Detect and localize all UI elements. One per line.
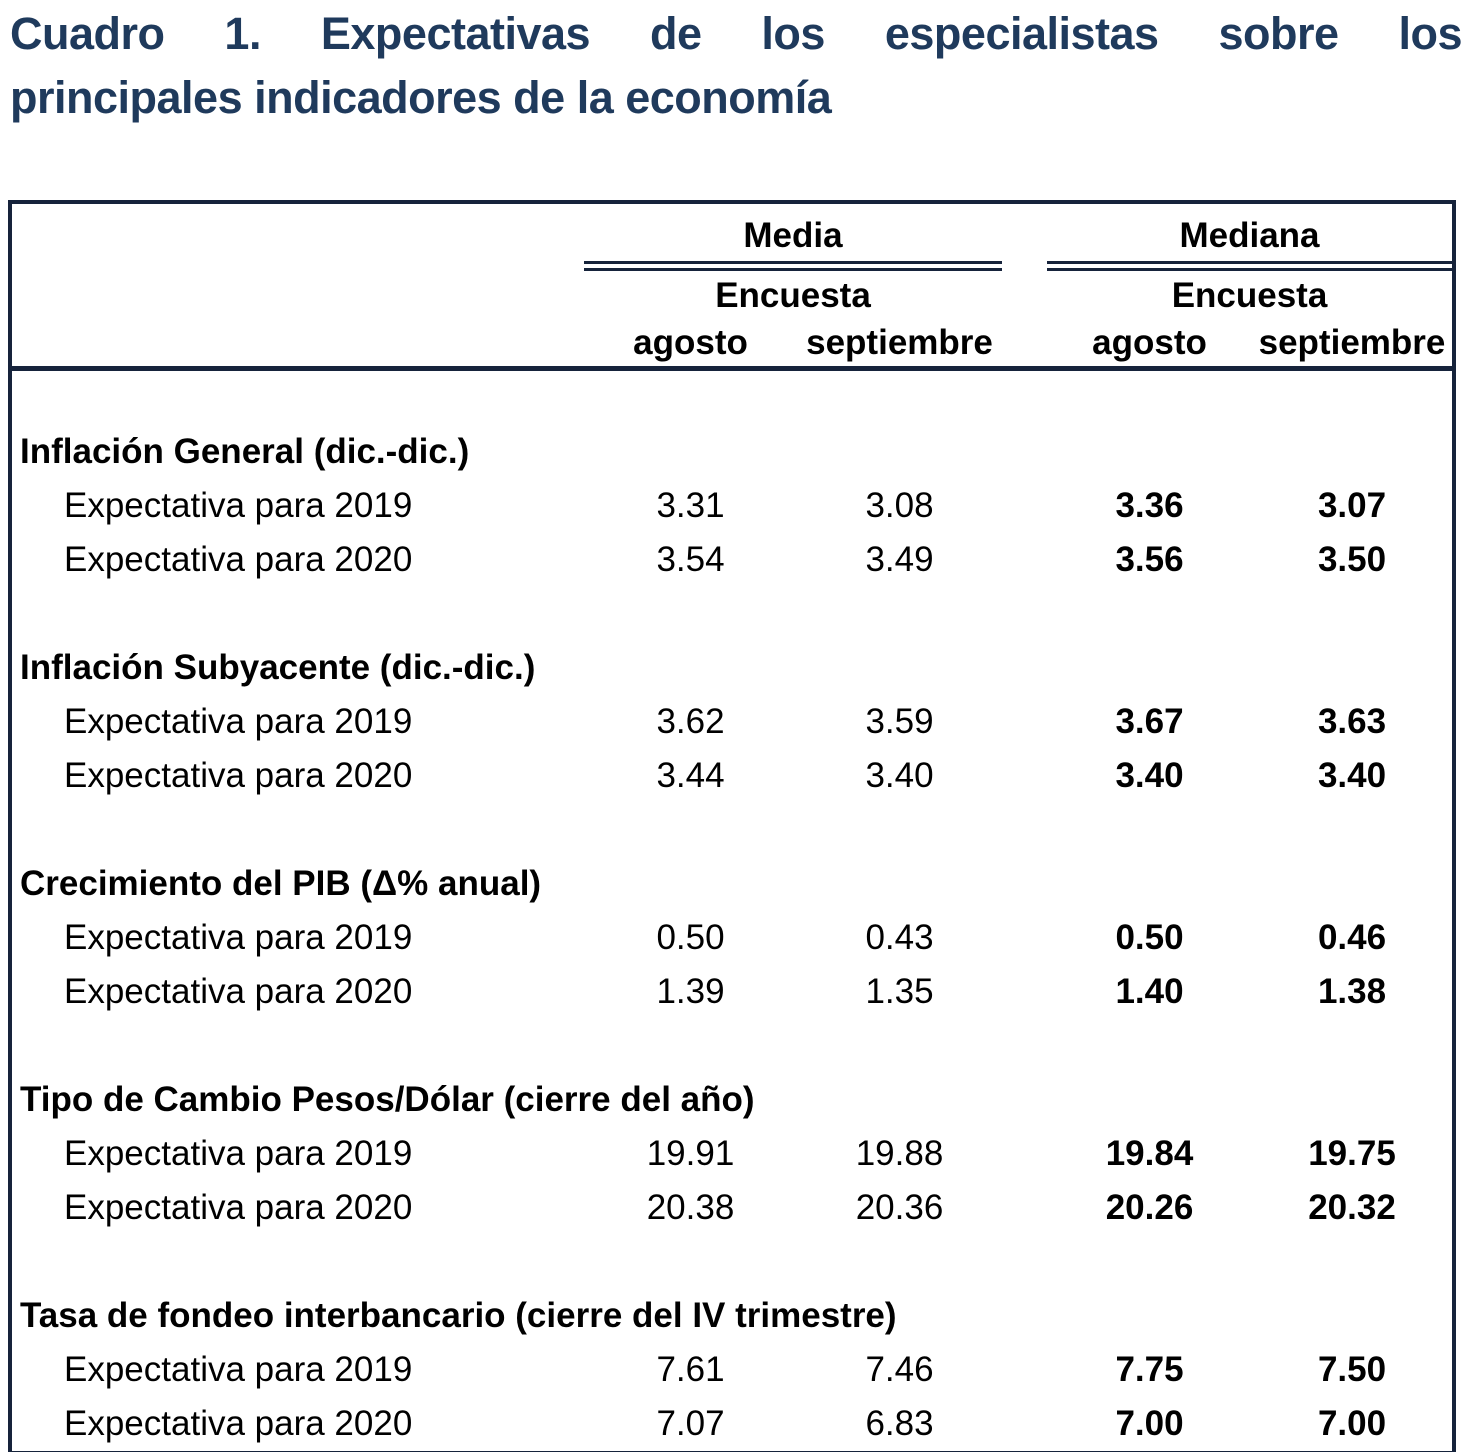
value-mediana-septiembre: 7.50 bbox=[1317, 1350, 1387, 1389]
row-label: Expectativa para 2020 bbox=[64, 972, 413, 1011]
value-mediana-septiembre: 3.07 bbox=[1317, 486, 1387, 525]
row-label: Expectativa para 2020 bbox=[64, 1188, 413, 1227]
value-mediana-septiembre: 1.38 bbox=[1317, 972, 1387, 1011]
value-mediana-agosto: 3.56 bbox=[1115, 540, 1184, 579]
row-label: Expectativa para 2020 bbox=[64, 540, 413, 579]
value-mediana-agosto: 3.67 bbox=[1115, 702, 1184, 741]
section-spacer bbox=[12, 371, 1452, 425]
value-media-septiembre: 3.08 bbox=[865, 486, 934, 525]
section-header-row bbox=[12, 1289, 1452, 1343]
section-spacer bbox=[12, 587, 1452, 641]
value-mediana-septiembre: 3.63 bbox=[1317, 702, 1387, 741]
value-media-septiembre: 3.40 bbox=[865, 756, 934, 795]
section-spacer bbox=[12, 803, 1452, 857]
table-body bbox=[12, 371, 1452, 1451]
value-mediana-agosto: 1.40 bbox=[1115, 972, 1184, 1011]
value-mediana-agosto: 7.00 bbox=[1115, 1404, 1184, 1443]
column-header-media-septiembre: septiembre bbox=[806, 323, 993, 362]
value-media-agosto: 3.31 bbox=[656, 486, 725, 525]
table-row bbox=[12, 1181, 1452, 1235]
page-title bbox=[10, 2, 1462, 130]
mediana-double-rule bbox=[1047, 261, 1452, 271]
section-header-row bbox=[12, 857, 1452, 911]
value-media-septiembre: 3.59 bbox=[865, 702, 934, 741]
value-media-agosto: 1.39 bbox=[656, 972, 725, 1011]
row-label: Expectativa para 2019 bbox=[64, 1134, 413, 1173]
section-spacer bbox=[12, 1019, 1452, 1073]
table-row bbox=[12, 1127, 1452, 1181]
value-media-septiembre: 7.46 bbox=[865, 1350, 934, 1389]
value-media-agosto: 3.44 bbox=[656, 756, 725, 795]
page-title-line1: Cuadro 1. Expectativas de los especialistas sobre los bbox=[10, 8, 1462, 59]
value-media-septiembre: 3.49 bbox=[865, 540, 934, 579]
row-label: Expectativa para 2019 bbox=[64, 486, 413, 525]
column-header-mediana-septiembre: septiembre bbox=[1258, 323, 1446, 362]
section-header-row bbox=[12, 641, 1452, 695]
row-label: Expectativa para 2019 bbox=[64, 1350, 413, 1389]
value-mediana-septiembre: 3.40 bbox=[1317, 756, 1387, 795]
value-mediana-agosto: 3.36 bbox=[1115, 486, 1184, 525]
table-row bbox=[12, 965, 1452, 1019]
table-row bbox=[12, 695, 1452, 749]
value-media-agosto: 3.54 bbox=[656, 540, 725, 579]
row-label: Expectativa para 2019 bbox=[64, 918, 413, 957]
value-media-septiembre: 6.83 bbox=[865, 1404, 934, 1443]
table-row bbox=[12, 533, 1452, 587]
column-header-media-agosto: agosto bbox=[633, 323, 748, 362]
value-media-agosto: 20.38 bbox=[646, 1188, 735, 1227]
section-header: Tipo de Cambio Pesos/Dólar (cierre del año) bbox=[20, 1080, 755, 1119]
value-media-septiembre: 19.88 bbox=[855, 1134, 944, 1173]
column-header-mediana-agosto: agosto bbox=[1092, 323, 1207, 362]
value-mediana-septiembre: 19.75 bbox=[1308, 1134, 1396, 1173]
value-media-agosto: 7.07 bbox=[656, 1404, 725, 1443]
row-label: Expectativa para 2020 bbox=[64, 1404, 413, 1443]
value-mediana-septiembre: 0.46 bbox=[1317, 918, 1387, 957]
value-mediana-agosto: 3.40 bbox=[1115, 756, 1184, 795]
value-media-agosto: 0.50 bbox=[656, 918, 725, 957]
section-header: Crecimiento del PIB (Δ% anual) bbox=[20, 864, 542, 903]
value-mediana-agosto: 20.26 bbox=[1105, 1188, 1194, 1227]
value-mediana-agosto: 7.75 bbox=[1115, 1350, 1184, 1389]
value-media-septiembre: 20.36 bbox=[855, 1188, 944, 1227]
row-label: Expectativa para 2019 bbox=[64, 702, 413, 741]
media-double-rule bbox=[584, 261, 1002, 271]
value-mediana-septiembre: 20.32 bbox=[1308, 1188, 1396, 1227]
value-media-septiembre: 1.35 bbox=[865, 972, 934, 1011]
value-media-agosto: 3.62 bbox=[656, 702, 725, 741]
value-mediana-agosto: 19.84 bbox=[1105, 1134, 1194, 1173]
column-group-row bbox=[12, 212, 1452, 260]
subheader-mediana: Encuesta bbox=[1171, 276, 1328, 315]
row-label: Expectativa para 2020 bbox=[64, 756, 413, 795]
value-mediana-septiembre: 7.00 bbox=[1317, 1404, 1387, 1443]
value-mediana-septiembre: 3.50 bbox=[1317, 540, 1387, 579]
section-header-row bbox=[12, 1073, 1452, 1127]
section-header-row bbox=[12, 425, 1452, 479]
table-row bbox=[12, 479, 1452, 533]
column-group-mediana: Mediana bbox=[1179, 216, 1320, 255]
column-group-media: Media bbox=[743, 216, 843, 255]
month-header-row bbox=[12, 320, 1452, 366]
value-media-agosto: 19.91 bbox=[646, 1134, 735, 1173]
double-rule-row bbox=[12, 260, 1452, 272]
table-row bbox=[12, 1343, 1452, 1397]
section-spacer bbox=[12, 1235, 1452, 1289]
table-row bbox=[12, 749, 1452, 803]
page-title-line2: principales indicadores de la economía bbox=[10, 72, 832, 123]
table-row bbox=[12, 1397, 1452, 1451]
value-media-agosto: 7.61 bbox=[656, 1350, 725, 1389]
subheader-media: Encuesta bbox=[715, 276, 871, 315]
section-header: Tasa de fondeo interbancario (cierre del IV trimestre) bbox=[20, 1296, 897, 1335]
table-row bbox=[12, 911, 1452, 965]
value-mediana-agosto: 0.50 bbox=[1115, 918, 1184, 957]
subheader-row bbox=[12, 272, 1452, 320]
table-header bbox=[12, 204, 1452, 371]
section-header: Inflación General (dic.-dic.) bbox=[20, 432, 470, 471]
expectations-table bbox=[8, 200, 1456, 1452]
section-header: Inflación Subyacente (dic.-dic.) bbox=[20, 648, 536, 687]
value-media-septiembre: 0.43 bbox=[865, 918, 934, 957]
